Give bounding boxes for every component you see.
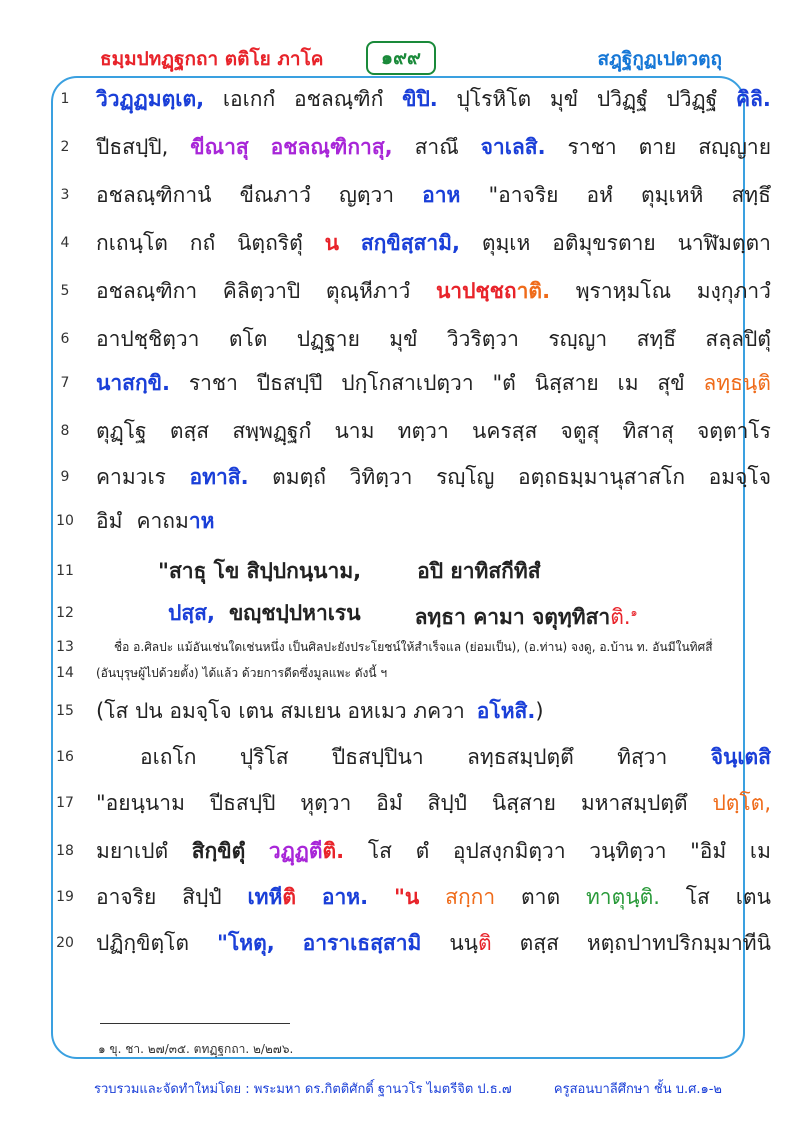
text-line <box>46 228 771 258</box>
word: ปุริโส <box>239 745 289 769</box>
word: อเถโก <box>140 745 197 769</box>
word-highlight: ปสฺส, <box>168 601 215 625</box>
word: มยาเปตํ <box>96 839 169 863</box>
verse-line <box>46 598 736 628</box>
word-highlight: อทาสิ. <box>189 465 249 489</box>
word: (โส ปน อมจฺโจ เตน สมเยน อหเมว ภควา <box>96 699 465 723</box>
word: รญฺญา <box>548 327 608 351</box>
word: อชลณฺฑิกานํ <box>96 183 212 207</box>
word: รญฺโญ <box>436 465 495 489</box>
word-highlight: จาเลสิ. <box>480 135 546 159</box>
translation-line <box>46 658 736 688</box>
word: สญฺญาย <box>698 135 771 159</box>
text-line <box>46 84 771 114</box>
header-book-title: ธมฺมปทฏฺฐกถา ตติโย ภาโค <box>100 48 324 70</box>
word: ตมตฺถํ <box>272 465 327 489</box>
line-text <box>96 84 771 114</box>
word: คาถม <box>136 509 189 533</box>
text-line <box>46 696 736 726</box>
word: นาฬิมตฺตา <box>677 231 771 255</box>
line-text <box>96 882 771 912</box>
word: ตํ <box>415 839 430 863</box>
line-text <box>96 696 771 726</box>
line-number: 17 <box>56 795 74 811</box>
footer-credit: รวบรวมและจัดทำใหม่โดย : พระมหา ดร.กิตติศักดิ์ ฐานวโร ไมตรีจิต ป.ธ.๗ <box>94 1082 512 1097</box>
text-line <box>46 416 771 446</box>
word: ทิสาสุ <box>622 419 674 443</box>
line-text <box>96 276 771 306</box>
word-highlight: คิลิ. <box>736 87 771 111</box>
line-number: 20 <box>56 935 74 951</box>
word: โส <box>367 839 392 863</box>
word-highlight: อาห <box>422 183 461 207</box>
line-text <box>96 506 771 536</box>
word: เตน <box>735 885 771 909</box>
line-number: 16 <box>56 749 74 765</box>
line-text <box>96 228 771 258</box>
word-highlight: าห <box>188 509 215 533</box>
footnote-marker: ๑ <box>630 606 638 619</box>
word-highlight: ลทฺธนฺติ <box>703 371 771 395</box>
word: ตุณฺหีภาวํ <box>325 279 411 303</box>
word: อิมํ <box>96 509 123 533</box>
word: สิกฺขิตุํ <box>191 839 246 863</box>
line-number: 6 <box>60 331 70 347</box>
word: หตฺถปาทปริกมฺมาทีนิ <box>586 931 771 955</box>
word: อมจฺโจ <box>708 465 771 489</box>
word: นครสฺส <box>471 419 538 443</box>
text-line <box>46 506 736 536</box>
word: เอเกกํ <box>222 87 276 111</box>
word-highlight: นาสกฺขิ. <box>96 371 171 395</box>
word-highlight: เทหีติ <box>247 885 297 909</box>
line-number: 4 <box>60 235 70 251</box>
word: พฺราหฺมโณ <box>575 279 672 303</box>
word: ตุฏฺโฐ <box>96 419 147 443</box>
line-number: 13 <box>56 639 74 655</box>
line-text <box>96 324 771 354</box>
word-highlight: วิวฏฺฏมตฺเต, <box>96 87 205 111</box>
word: โส <box>685 885 710 909</box>
word: ลทฺธสมฺปตฺตึ <box>466 745 574 769</box>
word: ตสฺส <box>169 419 210 443</box>
word: นิสฺสาย <box>534 371 599 395</box>
text-line <box>46 180 771 210</box>
word-highlight: "น <box>393 885 420 909</box>
line-number: 14 <box>56 665 74 681</box>
word: ขญฺชปฺปหาเรน <box>228 601 361 625</box>
word-highlight: อชลณฺฑิกาสุ, <box>270 135 393 159</box>
word-suffix: ติ. <box>322 839 345 863</box>
word-highlight: นาปชฺชถาติ. <box>435 279 551 303</box>
word: เม <box>617 371 639 395</box>
text-line <box>46 882 771 912</box>
word: อุปสงฺกมิตฺวา <box>452 839 566 863</box>
word-highlight: อาห. <box>321 885 369 909</box>
word: ตุมฺเห <box>481 231 531 255</box>
word: "อยนฺนาม <box>96 791 185 815</box>
line-number: 10 <box>56 513 74 529</box>
word: อตฺถธมฺมานุสาสโก <box>518 465 686 489</box>
word: ปีธสปฺปิ <box>209 791 276 815</box>
word: ปีธสปฺปิ, <box>96 135 169 159</box>
word: อติมุขรตาย <box>552 231 656 255</box>
text-line <box>46 324 771 354</box>
translation-text: ชื่อ อ.ศิลปะ แม้อันเช่นใดเช่นหนึ่ง เป็นศิลปะยังประโยชน์ให้สำเร็จแล (ย่อมเป็น), (อ.ท่าน) จงดู, อ.บ้าน ท. อันมีในทิศสี่ <box>114 640 713 654</box>
line-number: 8 <box>60 423 70 439</box>
text-line <box>46 276 771 306</box>
footnote: ๑ ขุ. ชา. ๒๗/๓๕. ตทฏฺฐกถา. ๒/๒๗๖. <box>98 1042 294 1056</box>
word: อาจริย <box>96 885 157 909</box>
word: ตุมฺเหหิ <box>641 183 704 207</box>
word-suffix: ติ <box>282 885 297 909</box>
word: "ตํ <box>492 371 516 395</box>
word: กเถนฺโต <box>96 231 168 255</box>
word: สทฺธึ <box>636 327 677 351</box>
line-number: 2 <box>60 139 70 155</box>
line-text <box>96 416 771 446</box>
line-number: 5 <box>60 283 70 299</box>
word: อาปชฺชิตฺวา <box>96 327 200 351</box>
verse-text <box>158 556 718 586</box>
word: สทฺธึ <box>731 183 771 207</box>
word: "อาจริย <box>488 183 559 207</box>
translation-text: (อันบุรุษผู้ไปด้วยตั้ง) ได้แล้ว ด้วยการดีดซึ่งมูลแพะ ดังนี้ ฯ <box>96 666 388 680</box>
verse-half-a: "สาธุ โข สิปฺปกนฺนาม, <box>158 559 362 583</box>
word: นิสฺสาย <box>491 791 556 815</box>
word: ปวิฏฺฐํ <box>596 87 648 111</box>
footer-course: ครูสอนบาลีศึกษา ชั้น บ.ศ.๑-๒ <box>553 1082 722 1097</box>
word: ตาย <box>638 135 677 159</box>
line-text <box>96 788 771 818</box>
word: อิมํ <box>376 791 403 815</box>
line-text <box>96 462 771 492</box>
word: อชลณฺฑิกา <box>96 279 198 303</box>
word-suffix: ติ <box>478 931 492 955</box>
verse-half-b: ลทฺธา คามา จตุทฺทิสา <box>414 605 611 629</box>
word: วิทิตฺวา <box>349 465 413 489</box>
word-highlight: ขีณาสุ <box>190 135 249 159</box>
word: มหาสมฺปตฺตึ <box>580 791 688 815</box>
word: ญตฺวา <box>338 183 395 207</box>
word-highlight: ทาตุนฺติ. <box>585 885 660 909</box>
word: ปฏฺฐาย <box>296 327 360 351</box>
word: ตโต <box>228 327 268 351</box>
word: วิวริตฺวา <box>446 327 519 351</box>
word-highlight: สกฺกา <box>445 885 496 909</box>
word: ตาต <box>521 885 561 909</box>
line-text <box>140 742 771 772</box>
word-suffix: าติ. <box>516 279 551 303</box>
verse-text <box>168 598 800 632</box>
text-line <box>46 836 771 866</box>
word: จตฺตาโร <box>697 419 771 443</box>
line-number: 7 <box>60 375 70 391</box>
word-highlight: "โหตุ, <box>217 931 275 955</box>
word: มุขํ <box>389 327 418 351</box>
word-highlight: วฏฺฏตีติ. <box>268 839 345 863</box>
word: หุตฺวา <box>300 791 352 815</box>
line-number: 18 <box>56 843 74 859</box>
word: สาณึ <box>414 135 459 159</box>
word: คิลิตฺวาปิ <box>222 279 301 303</box>
text-line <box>46 462 771 492</box>
line-text <box>96 836 771 866</box>
word: อหํ <box>586 183 613 207</box>
text-line <box>46 742 771 772</box>
word: วนฺทิตฺวา <box>589 839 667 863</box>
word: นาม <box>334 419 375 443</box>
word: นนฺติ <box>449 931 492 955</box>
text-line <box>46 368 771 398</box>
line-number: 3 <box>60 187 70 203</box>
text-line <box>46 132 771 162</box>
word: ทิสฺวา <box>617 745 668 769</box>
word: ทตฺวา <box>397 419 449 443</box>
word: ปวิฏฺฐํ <box>666 87 718 111</box>
word: ปีธสปฺปินา <box>331 745 424 769</box>
word-highlight: จินฺเตสิ <box>710 745 771 769</box>
line-text <box>96 180 771 210</box>
verse-half-b: อปิ ยาทิสกีทิสํ <box>417 559 541 583</box>
word: ราชา <box>188 371 238 395</box>
line-text <box>96 368 771 398</box>
word: ปุโรหิโต <box>456 87 532 111</box>
word: มุขํ <box>549 87 579 111</box>
word: กถํ <box>189 231 216 255</box>
word: เม <box>749 839 771 863</box>
word: นิตฺถริตุํ <box>237 231 303 255</box>
word: ราชา <box>567 135 617 159</box>
word-highlight: น <box>324 231 339 255</box>
word: "อิมํ <box>690 839 727 863</box>
word-suffix: ติ. <box>610 605 631 629</box>
word: อชลณฺฑิกํ <box>293 87 384 111</box>
header-chapter-title: สฎฺฐิกูฏเปตวตฺถุ <box>597 48 722 70</box>
text-line <box>46 788 771 818</box>
word: คามวเร <box>96 465 166 489</box>
word: สพฺพฏฺฐกํ <box>232 419 312 443</box>
line-number: 15 <box>56 703 74 719</box>
word-highlight: ขิปิ. <box>402 87 438 111</box>
word: ตสฺส <box>519 931 559 955</box>
word: สุขํ <box>657 371 685 395</box>
word-highlight: อาราเธสฺสามิ <box>302 931 422 955</box>
word: สิปฺปํ <box>427 791 468 815</box>
line-number: 11 <box>56 563 74 579</box>
word-highlight: สกฺขิสฺสามิ, <box>360 231 460 255</box>
word: จตูสุ <box>560 419 600 443</box>
word: ปกฺโกสาเปตฺวา <box>341 371 474 395</box>
word: สิปฺปํ <box>182 885 222 909</box>
line-text <box>96 132 771 162</box>
line-number: 1 <box>60 91 70 107</box>
word: มงฺกุภาวํ <box>696 279 771 303</box>
word: ขีณภาวํ <box>239 183 311 207</box>
line-text <box>96 928 771 958</box>
word-highlight: ปตฺโต, <box>712 791 771 815</box>
text-line <box>46 928 771 958</box>
word: สลฺลปิตุํ <box>705 327 771 351</box>
line-number: 19 <box>56 889 74 905</box>
word: ปีธสปฺปึ <box>256 371 323 395</box>
verse-line <box>46 556 736 586</box>
word-highlight: อโหสิ. <box>476 699 536 723</box>
line-number: 12 <box>56 605 74 621</box>
line-number: 9 <box>60 469 70 485</box>
word: ) <box>535 699 544 723</box>
footnote-rule <box>100 1023 290 1024</box>
word: ปฏิกฺขิตฺโต <box>96 931 190 955</box>
page-number: ๑๙๙ <box>366 41 436 75</box>
